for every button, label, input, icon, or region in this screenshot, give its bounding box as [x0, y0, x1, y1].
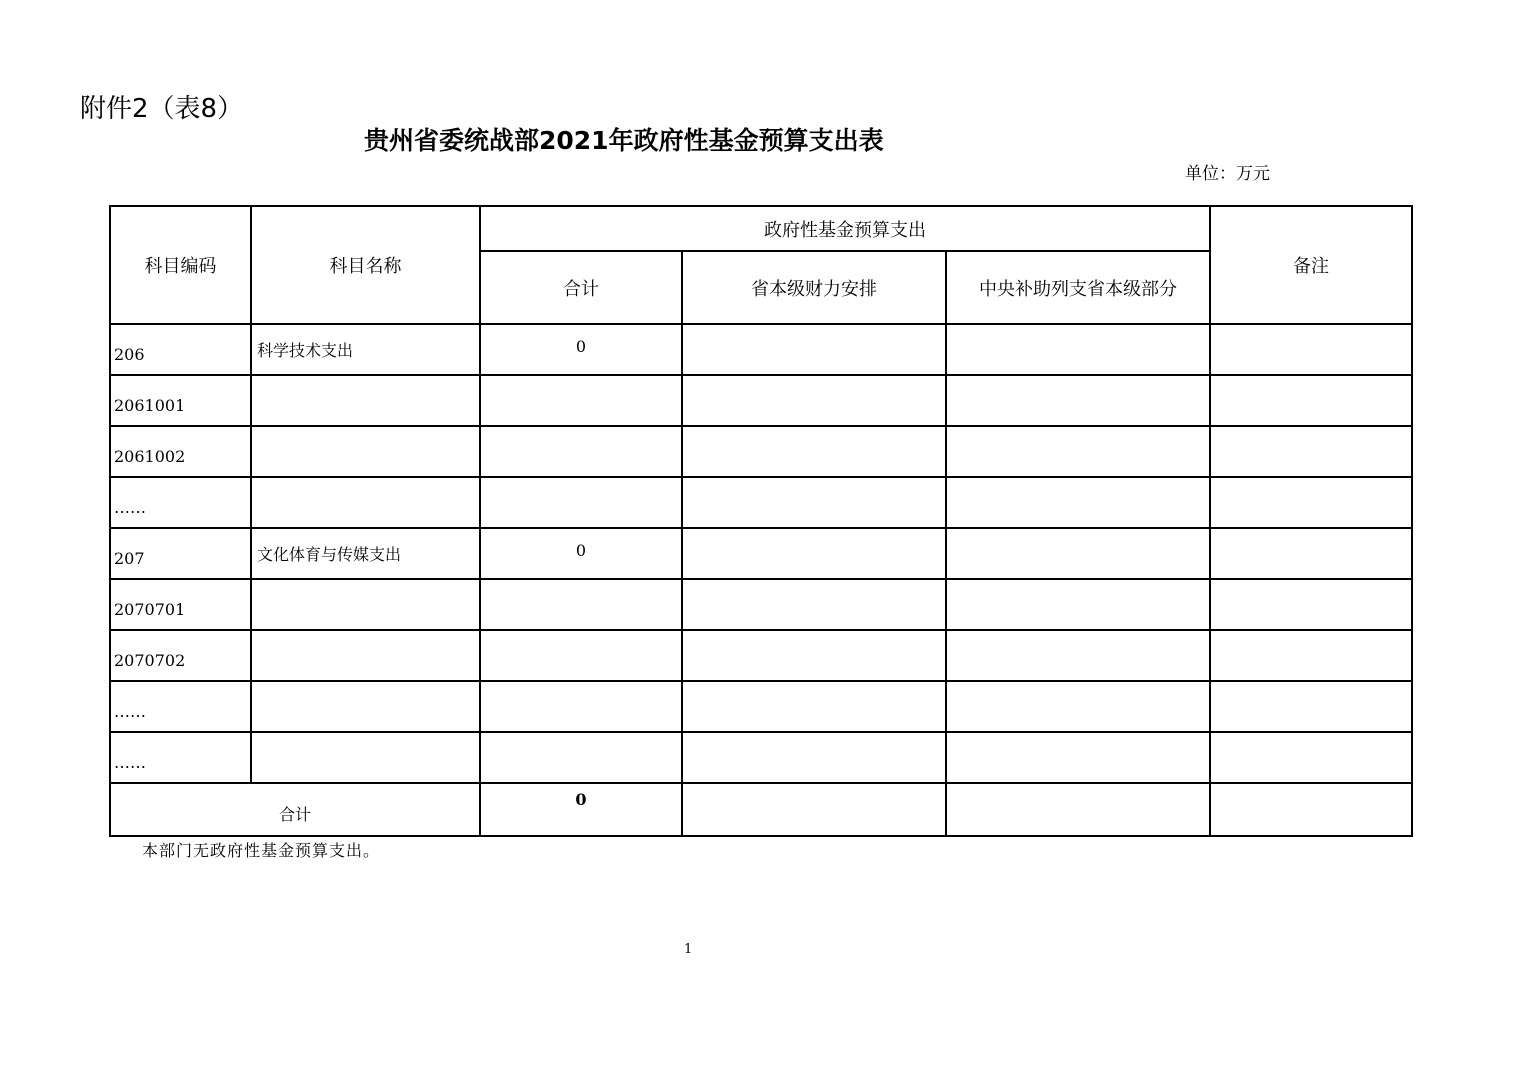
budget-table: [109, 205, 1413, 837]
header-remark: 备注: [1210, 206, 1412, 324]
cell-name: [251, 681, 480, 732]
total-row: [110, 783, 1412, 836]
cell-remark: [1210, 681, 1412, 732]
table-row: [110, 477, 1412, 528]
footnote: 本部门无政府性基金预算支出。: [142, 841, 381, 860]
cell-code: ……: [110, 681, 251, 732]
cell-name: [251, 732, 480, 783]
total-provincial: [682, 783, 946, 836]
cell-central: [946, 375, 1210, 426]
cell-name: [251, 477, 480, 528]
cell-code: 2061001: [110, 375, 251, 426]
cell-central: [946, 528, 1210, 579]
cell-remark: [1210, 630, 1412, 681]
total-value: 0: [480, 783, 682, 836]
cell-name: [251, 630, 480, 681]
table-row: [110, 732, 1412, 783]
cell-total: 0: [480, 528, 682, 579]
table-row: [110, 630, 1412, 681]
cell-central: [946, 630, 1210, 681]
header-provincial: 省本级财力安排: [682, 251, 946, 324]
page-number: 1: [684, 942, 693, 957]
cell-total: [480, 681, 682, 732]
cell-total: [480, 579, 682, 630]
table-row: [110, 681, 1412, 732]
table-row: [110, 426, 1412, 477]
table-row: [110, 579, 1412, 630]
cell-central: [946, 681, 1210, 732]
cell-name: [251, 426, 480, 477]
cell-provincial: [682, 681, 946, 732]
cell-name: 科学技术支出: [251, 324, 480, 375]
cell-provincial: [682, 324, 946, 375]
cell-total: [480, 630, 682, 681]
cell-remark: [1210, 426, 1412, 477]
header-central: 中央补助列支省本级部分: [946, 251, 1210, 324]
cell-provincial: [682, 579, 946, 630]
cell-remark: [1210, 732, 1412, 783]
table-row: [110, 375, 1412, 426]
cell-code: 2061002: [110, 426, 251, 477]
unit-label: 单位：万元: [1185, 164, 1270, 184]
cell-provincial: [682, 477, 946, 528]
cell-code: 206: [110, 324, 251, 375]
cell-provincial: [682, 630, 946, 681]
cell-central: [946, 324, 1210, 375]
cell-total: [480, 375, 682, 426]
cell-central: [946, 579, 1210, 630]
cell-code: ……: [110, 477, 251, 528]
cell-central: [946, 426, 1210, 477]
cell-total: 0: [480, 324, 682, 375]
cell-remark: [1210, 477, 1412, 528]
header-name: 科目名称: [251, 206, 480, 324]
table-row: [110, 324, 1412, 375]
cell-total: [480, 732, 682, 783]
cell-remark: [1210, 324, 1412, 375]
cell-code: 2070702: [110, 630, 251, 681]
cell-total: [480, 426, 682, 477]
cell-remark: [1210, 528, 1412, 579]
cell-provincial: [682, 732, 946, 783]
total-remark: [1210, 783, 1412, 836]
cell-code: 2070701: [110, 579, 251, 630]
cell-remark: [1210, 375, 1412, 426]
cell-remark: [1210, 579, 1412, 630]
total-label: 合计: [110, 783, 480, 836]
cell-code: ……: [110, 732, 251, 783]
cell-name: [251, 579, 480, 630]
cell-central: [946, 477, 1210, 528]
header-total: 合计: [480, 251, 682, 324]
cell-central: [946, 732, 1210, 783]
cell-provincial: [682, 528, 946, 579]
attachment-label: 附件2（表8）: [80, 94, 244, 124]
cell-name: [251, 375, 480, 426]
table-row: [110, 528, 1412, 579]
cell-provincial: [682, 375, 946, 426]
page-title: 贵州省委统战部2021年政府性基金预算支出表: [364, 126, 884, 155]
cell-name: 文化体育与传媒支出: [251, 528, 480, 579]
header-code: 科目编码: [110, 206, 251, 324]
cell-provincial: [682, 426, 946, 477]
total-central: [946, 783, 1210, 836]
header-group: 政府性基金预算支出: [480, 206, 1210, 251]
cell-total: [480, 477, 682, 528]
cell-code: 207: [110, 528, 251, 579]
